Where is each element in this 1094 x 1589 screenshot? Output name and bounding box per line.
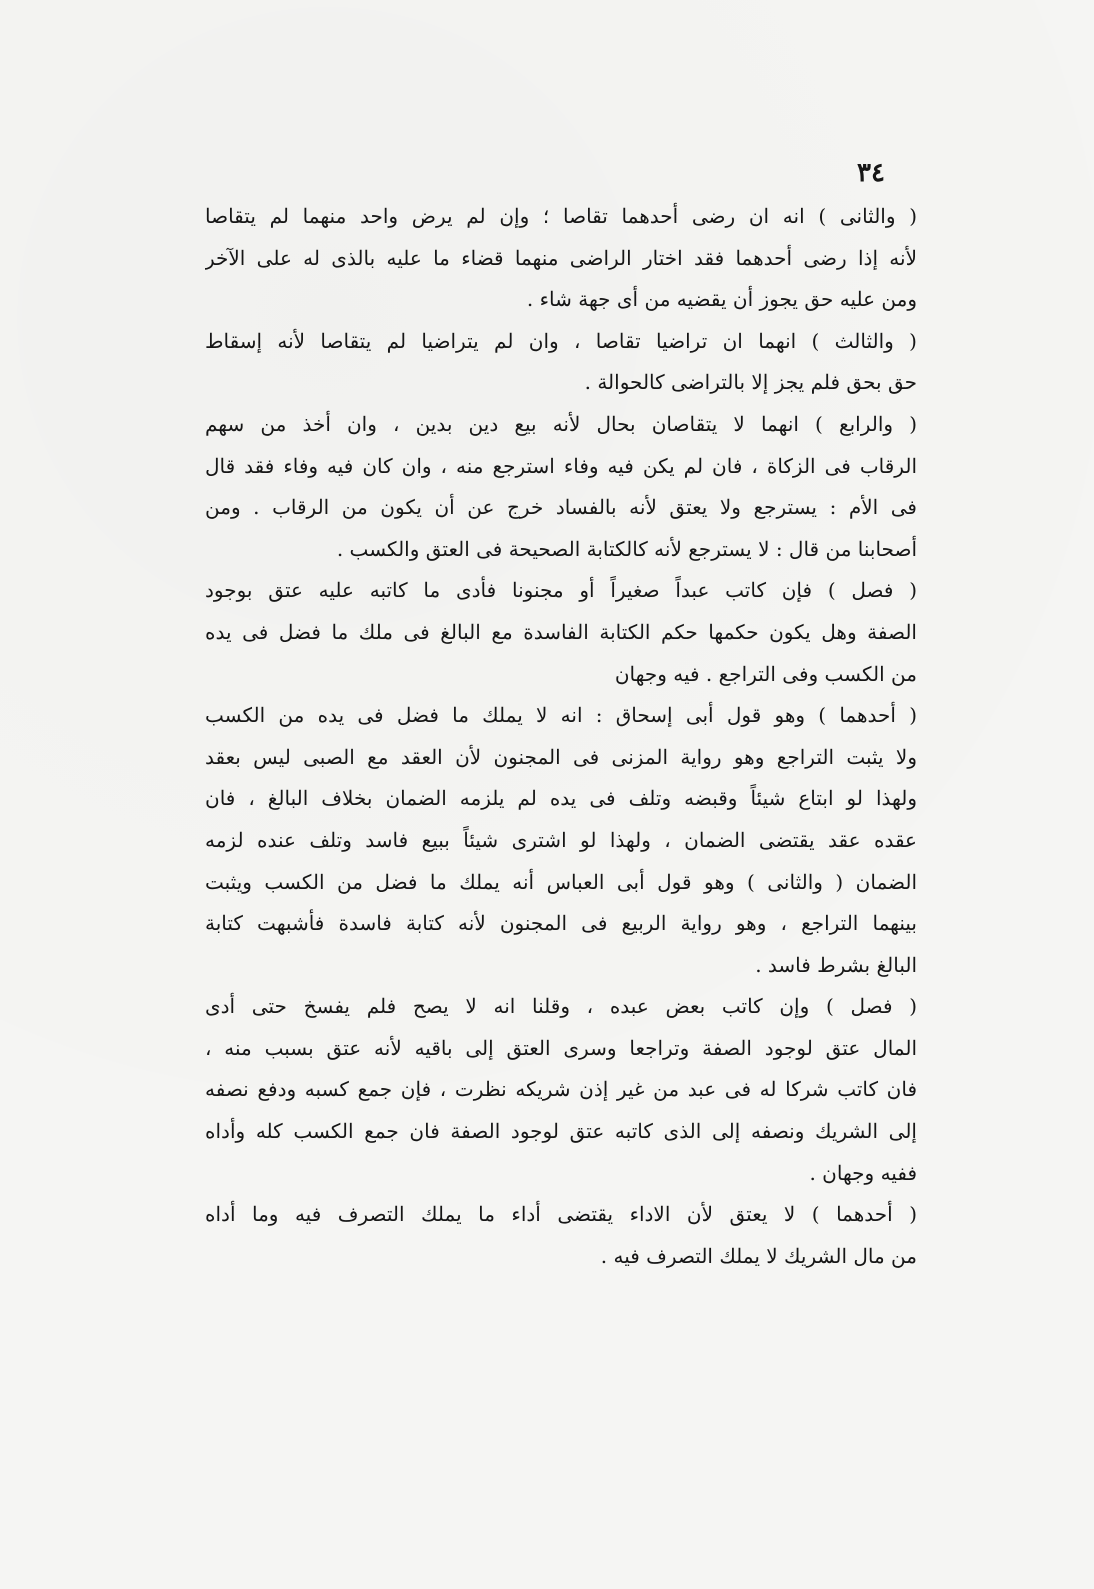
- text-line: ففيه وجهان .: [809, 1160, 917, 1185]
- text-line: من الكسب وفى التراجع . فيه وجهان: [614, 661, 917, 686]
- text-line: الرقاب فى الزكاة ، فان لم يكن فيه وفاء استرجع منه ، وان كان فيه وفاء فقد قال: [205, 453, 917, 478]
- text-line: فان كاتب شركا له فى عبد من غير إذن شريكه نظرت ، فإن جمع كسبه ودفع نصفه: [205, 1077, 917, 1102]
- text-line: ( أحدهما ) لا يعتق لأن الاداء يقتضى أداء ما يملك التصرف فيه وما أداه: [205, 1202, 917, 1227]
- page-body-text: [205, 196, 917, 1277]
- text-line: ( أحدهما ) وهو قول أبى إسحاق : انه لا يملك ما فضل فى يده من الكسب: [205, 703, 917, 728]
- text-line: الضمان ( والثانى ) وهو قول أبى العباس أنه يملك ما فضل من الكسب ويثبت: [205, 869, 917, 894]
- text-line: بينهما التراجع ، وهو رواية الربيع فى المجنون لأنه كتابة فاسدة فأشبهت كتابة: [205, 911, 917, 936]
- text-line: الصفة وهل يكون حكمها حكم الكتابة الفاسدة مع البالغ فى ملك ما فضل فى يده: [205, 619, 917, 644]
- text-line: أصحابنا من قال : لا يسترجع لأنه كالكتابة الصحيحة فى العتق والكسب .: [336, 536, 917, 561]
- text-line: من مال الشريك لا يملك التصرف فيه .: [600, 1243, 917, 1268]
- text-line: لأنه إذا رضى أحدهما فقد اختار الراضى منهما قضاء ما عليه بالذى له على الآخر: [205, 245, 917, 270]
- text-line: ( فصل ) وإن كاتب بعض عبده ، وقلنا انه لا يصح فلم يفسخ حتى أدى: [205, 994, 917, 1019]
- text-line: ( والثالث ) انهما ان تراضيا تقاصا ، وان لم يتراضيا لم يتقاصا لأنه إسقاط: [205, 328, 917, 353]
- text-line: البالغ بشرط فاسد .: [755, 952, 917, 977]
- text-line: المال عتق لوجود الصفة وتراجعا وسرى العتق إلى باقيه لأنه عتق بسبب منه ،: [205, 1035, 917, 1060]
- text-line: ( فصل ) فإن كاتب عبداً صغيراً أو مجنونا فأدى ما كاتبه عليه عتق بوجود: [205, 578, 917, 603]
- text-line: ولهذا لو ابتاع شيئاً وقبضه وتلف فى يده لم يلزمه الضمان بخلاف البالغ ، فان: [205, 786, 917, 811]
- text-line: ( والثانى ) انه ان رضى أحدهما تقاصا ؛ وإن لم يرض واحد منهما لم يتقاصا: [205, 204, 917, 228]
- text-line: إلى الشريك ونصفه إلى الذى كاتبه عتق لوجود الصفة فان جمع الكسب كله وأداه: [205, 1119, 917, 1144]
- text-line: ( والرابع ) انهما لا يتقاصان بحال لأنه بيع دين بدين ، وان أخذ من سهم: [205, 411, 917, 436]
- text-line: ومن عليه حق يجوز أن يقضيه من أى جهة شاء .: [526, 287, 917, 312]
- text-line: ولا يثبت التراجع وهو رواية المزنى فى المجنون لأن العقد مع الصبى ليس بعقد: [205, 744, 917, 769]
- text-line: عقده عقد يقتضى الضمان ، ولهذا لو اشترى شيئاً ببيع فاسد وتلف عنده لزمه: [205, 827, 917, 852]
- text-line: حق بحق فلم يجز إلا بالتراضى كالحوالة .: [584, 370, 917, 395]
- text-line: فى الأم : يسترجع ولا يعتق لأنه بالفساد خرج عن أن يكون من الرقاب . ومن: [205, 495, 917, 520]
- page-number: ٣٤: [857, 158, 885, 188]
